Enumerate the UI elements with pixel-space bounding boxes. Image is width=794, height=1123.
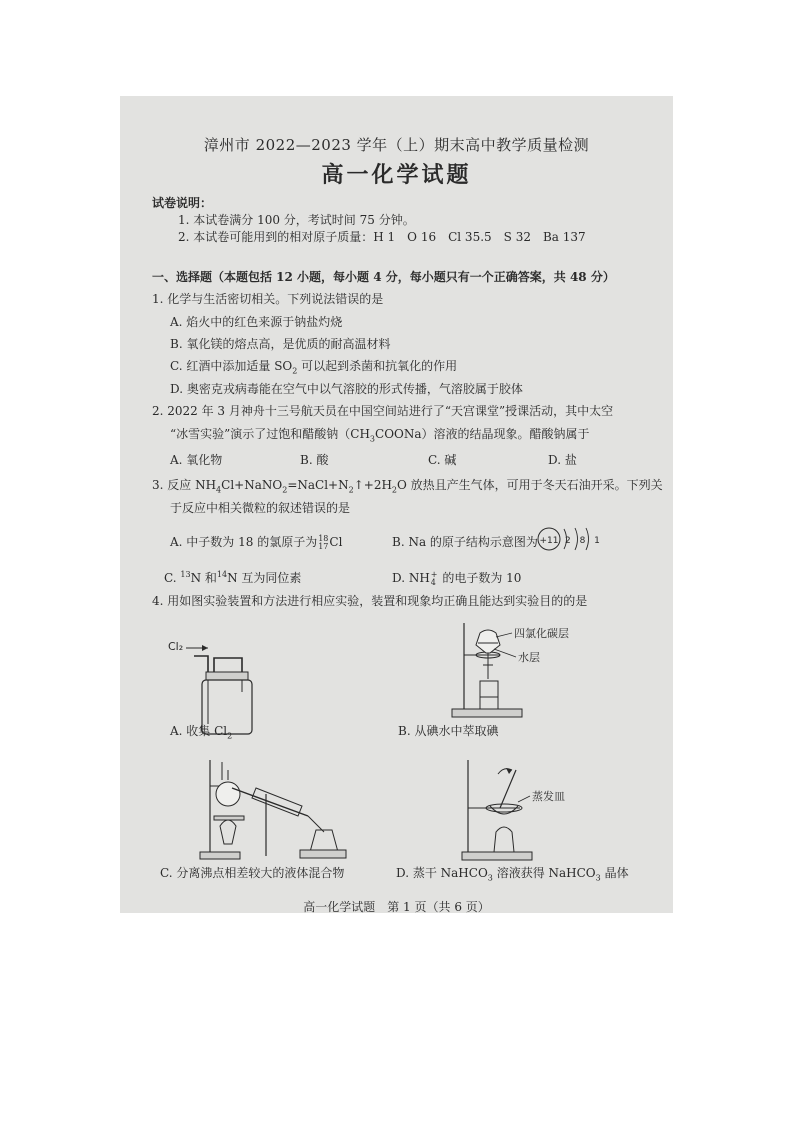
q3-option-c: C. $^{13}$N 和$^{14}$N 互为同位素 <box>164 570 302 585</box>
instructions-heading: 试卷说明： <box>152 196 213 210</box>
section-heading: 一、选择题（本题包括 12 小题，每小题 4 分，每小题只有一个正确答案，共 48 分） <box>152 270 615 284</box>
instruction-item: 2. 本试卷可能用到的相对原子质量：H 1 O 16 Cl 35.5 S 32 Ba 137 <box>178 230 586 244</box>
figure-d-label: 蒸发皿 <box>532 790 565 803</box>
q1-option-c: C. 红酒中添加适量 $SO_2$ 可以起到杀菌和抗氧化的作用 <box>170 359 458 376</box>
exam-title: 漳州市 2022—2023 学年（上）期末高中教学质量检测 <box>203 136 590 154</box>
question-2-stem-cont: “冰雪实验”演示了过饱和醋酸钠$(CH_3COONa)$溶液的结晶现象。醋酸钠属于 <box>170 427 590 444</box>
q4-option-b: B. 从碘水中萃取碘 <box>398 724 499 738</box>
q2-option-a: A. 氧化物 <box>170 453 223 467</box>
q1-option-d: D. 奥密克戎病毒能在空气中以气溶胶的形式传播，气溶胶属于胶体 <box>170 382 523 396</box>
figure-c-distillation-apparatus <box>198 756 368 862</box>
q3-option-a: A. 中子数为 18 的氯原子为18 17Cl <box>170 533 343 551</box>
na-atom-structure-diagram <box>536 524 606 554</box>
nucleus-charge: +11 <box>539 536 559 546</box>
question-2-stem: 2. 2022 年 3 月神舟十三号航天员在中国空间站进行了“天宫课堂”授课活动，其中太空 <box>152 404 614 418</box>
figure-b-bottom-label: 水层 <box>518 651 540 664</box>
question-3-stem-cont: 于反应中相关微粒的叙述错误的是 <box>170 501 351 515</box>
subject-title: 高一化学试题 <box>321 162 472 188</box>
q2-option-b: B. 酸 <box>300 453 329 467</box>
figure-b-top-label: 四氯化碳层 <box>514 627 569 640</box>
electron-shells: 2 8 1 <box>565 536 603 546</box>
q2-option-d: D. 盐 <box>548 453 577 467</box>
instruction-item: 1. 本试卷满分 100 分，考试时间 75 分钟。 <box>178 213 415 227</box>
figure-b-separatory-funnel <box>450 621 600 721</box>
figure-a-gas-bottle <box>164 636 274 736</box>
figure-d-evaporating-dish <box>460 756 600 866</box>
q3-option-b: B. Na 的原子结构示意图为 <box>392 535 538 549</box>
q2-option-c: C. 碱 <box>428 453 457 467</box>
exam-page <box>120 96 673 913</box>
page-footer: 高一化学试题 第 1 页（共 6 页） <box>303 900 490 914</box>
question-1-stem: 1. 化学与生活密切相关。下列说法错误的是 <box>152 292 384 306</box>
question-4-stem: 4. 用如图实验装置和方法进行相应实验，装置和现象均正确且能达到实验目的的是 <box>152 594 588 608</box>
q4-option-a: A. 收集 $Cl_2$ <box>170 724 233 741</box>
figure-a-gas-label: Cl₂ <box>168 640 184 653</box>
question-3-stem: 3. 反应 $NH_4Cl+NaNO_2=NaCl+N_2↑+2H_2O$ 放热且产生气体，可用于冬天石油开采。下列关 <box>152 478 663 495</box>
q3-option-d: D. NH+ 4 的电子数为 10 <box>392 569 522 587</box>
q1-option-a: A. 焰火中的红色来源于钠盐灼烧 <box>170 315 343 329</box>
q1-option-b: B. 氧化镁的熔点高，是优质的耐高温材料 <box>170 337 391 351</box>
q4-option-d: D. 蒸干 NaHCO$_3$ 溶液获得 NaHCO$_3$ 晶体 <box>396 866 629 883</box>
q4-option-c: C. 分离沸点相差较大的液体混合物 <box>160 866 345 880</box>
